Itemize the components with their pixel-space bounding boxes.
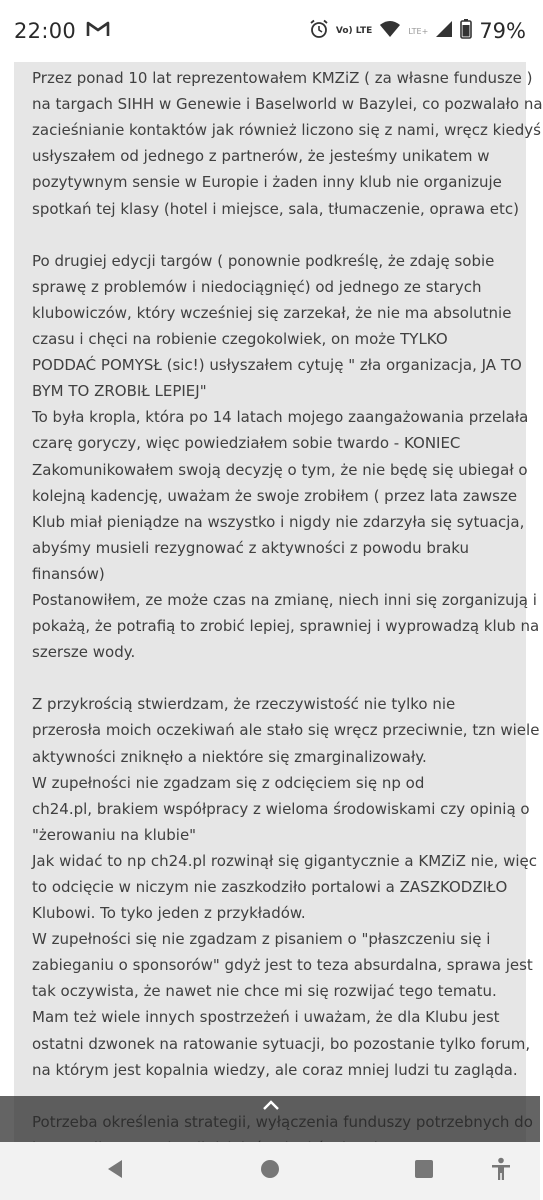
paragraph-gap [32,665,517,691]
article-line: usłyszałem od jednego z partnerów, że jesteśmy unikatem w [32,147,490,166]
article-line: PODDAĆ POMYSŁ (sic!) usłyszałem cytuję " zła organizacja, JA TO [32,356,522,375]
status-time: 22:00 [14,19,77,43]
article-line: pozytywnym sensie w Europie i żaden inny klub nie organizuje [32,173,502,192]
article-line: Przez ponad 10 lat reprezentowałem KMZiZ ( za własne fundusze ) [32,69,533,88]
article-line: klubowiczów, który wcześniej się zarzekał, że nie ma absolutnie [32,303,512,322]
battery-percent: 79% [479,19,526,43]
article-line: W zupełności się nie zgadzam z pisaniem o "płaszczeniu się i [32,930,491,949]
article-line: Klub miał pieniądze na wszystko i nigdy nie zdarzyła się sytuacja, [32,512,525,531]
article-line: na targach SIHH w Genewie i Baselworld w Bazylei, co pozwalało na [32,95,543,114]
article-line: czasu i chęci na robienie czegokolwiek, on może TYLKO [32,330,448,349]
back-button[interactable] [90,1142,140,1200]
article-line: Klubowi. To tyko jeden z przykładów. [32,904,306,923]
article-line: zabieganiu o sponsorów" gdyż jest to teza absurdalna, sprawa jest [32,956,533,975]
wifi-icon [379,20,401,42]
signal-icon [435,20,453,42]
article-line: Po drugiej edycji targów ( ponownie podkreślę, że zdaję sobie [32,251,495,270]
battery-icon [460,19,472,43]
article-line: ostatni dzwonek na ratowanie sytuacji, bo pozostanie tylko forum, [32,1034,531,1053]
article-line: Postanowiłem, ze może czas na zmianę, niech inni się zorganizują i [32,590,537,609]
article-line: szersze wody. [32,643,136,662]
recents-button[interactable] [399,1142,449,1200]
back-triangle-icon [105,1158,125,1184]
lte-plus-label: LTE+ [408,26,429,36]
article-line: to odcięcie w niczym nie zaszkodziło portalowi a ZASZKODZIŁO [32,878,508,896]
alarm-icon [309,19,329,43]
article-text [32,39,543,1161]
article-line: Jak widać to np ch24.pl rozwinął się gigantycznie a KMZiZ nie, więc [32,851,537,870]
article-line: Mam też wiele innych spostrzeżeń i uważam, że dla Klubu jest [32,1008,500,1027]
article-line: Zakomunikowałem swoją decyzję o tym, że nie będę się ubiegał o [32,460,528,479]
article-line: abyśmy musieli rezygnować z aktywności z powodu braku [32,538,470,557]
article-line: W zupełności nie zgadzam się z odcięciem się np od [32,773,425,792]
article-line: kolejną kadencję, uważam że swoje zrobiłem ( przez lata zawsze [32,486,518,505]
accessibility-button[interactable] [476,1142,526,1200]
article-line: tak oczywista, że nawet nie chce mi się rozwijać tego tematu. [32,982,497,1001]
home-button[interactable] [245,1142,295,1200]
chevron-up-icon[interactable] [262,1096,280,1108]
article-line: sprawę z problemów i niedociągnięć) od jednego ze starych [32,277,482,296]
article-line: "żerowaniu na klubie" [32,825,197,844]
article-line: aktywności zniknęło a niektóre się zmarginalizowały. [32,747,427,766]
article-line: czarę goryczy, więc powiedziałem sobie twardo - KONIEC [32,434,461,453]
article-line: Z przykrością stwierdzam, że rzeczywistość nie tylko nie [32,695,456,714]
article-line: ch24.pl, brakiem współpracy z wieloma środowiskami czy opinią o [32,799,530,818]
gmail-icon [86,20,110,42]
article-line: BYM TO ZROBIŁ LEPIEJ" [32,382,207,401]
volte-icon: Vo) LTE [335,25,373,36]
recents-square-icon [414,1159,434,1183]
navigation-bar [0,1142,540,1200]
article-line: na którym jest kopalnia wiedzy, ale coraz mniej ludzi tu zagląda. [32,1060,518,1079]
status-bar [0,0,540,62]
article-line: zacieśnianie kontaktów jak również liczono się z nami, wręcz kiedyś [32,121,541,140]
article-line: pokażą, że potrafią to zrobić lepiej, sprawniej i wyprowadzą klub na [32,617,540,636]
article-line: przerosła moich oczekiwań ale stało się wręcz przeciwnie, tzn wiele [32,721,540,740]
home-circle-icon [260,1159,280,1183]
article-line: spotkań tej klasy (hotel i miejsce, sala, tłumaczenie, oprawa etc) [32,199,519,218]
article-line: To była kropla, która po 14 latach mojego zaangażowania przelała [32,408,529,427]
article-line: finansów) [32,564,105,583]
accessibility-icon [490,1157,512,1185]
paragraph-gap [32,222,517,248]
